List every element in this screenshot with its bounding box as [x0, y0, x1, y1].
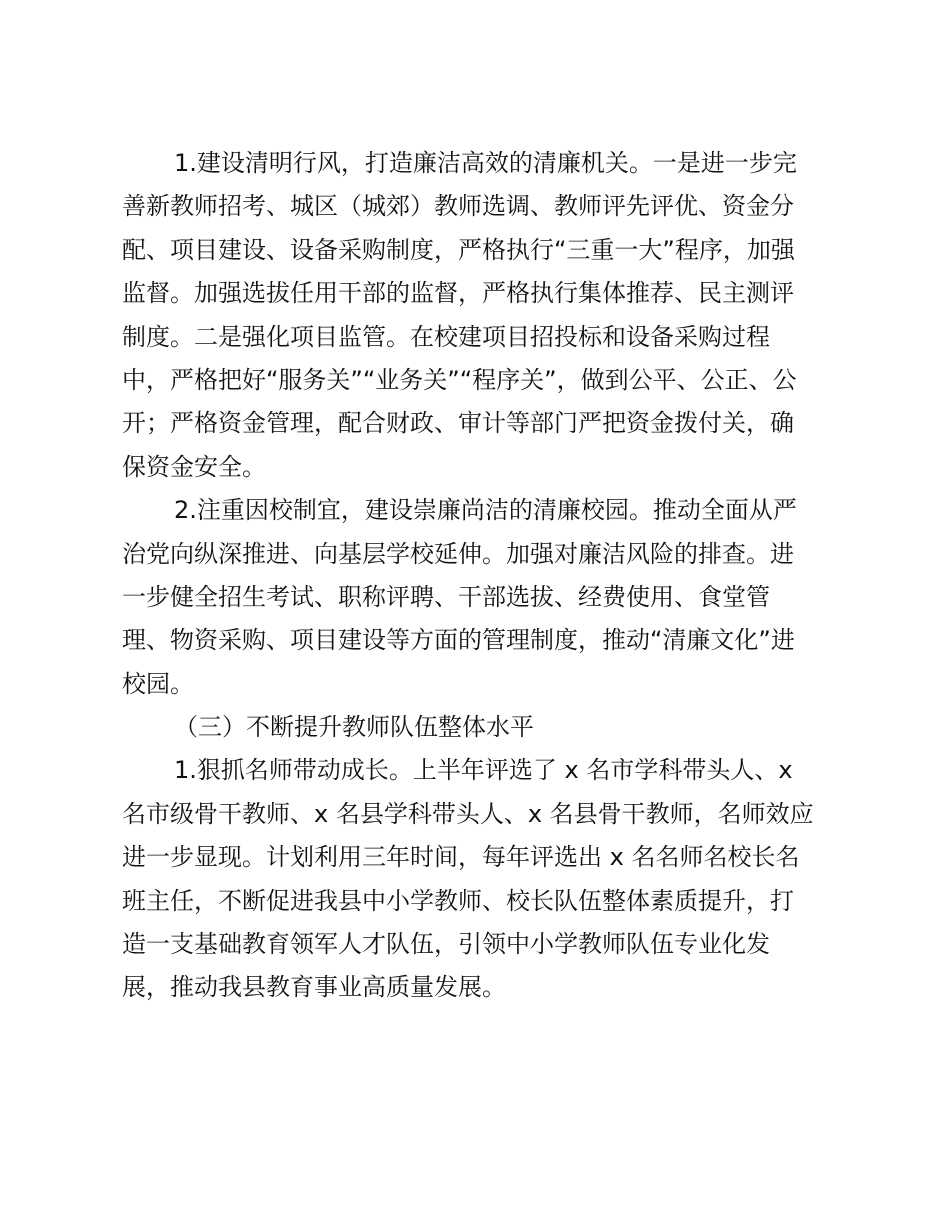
- text-line: 造一支基础教育领军人才队伍，引领中小学教师队伍专业化发: [122, 930, 770, 959]
- text-line: 1.建设清明行风，打造廉洁高效的清廉机关。一是进一步完: [174, 149, 797, 177]
- text-line: 善新教师招考、城区（城郊）教师选调、教师评先评优、资金分: [122, 192, 794, 221]
- text-line: 监督。加强选拔任用干部的监督，严格执行集体推荐、民主测评: [122, 279, 794, 308]
- text-line: 展，推动我县教育事业高质量发展。: [122, 973, 506, 1002]
- text-line: 保资金安全。: [122, 452, 266, 481]
- text-line: 名市级骨干教师、x 名县学科带头人、x 名县骨干教师，名师效应: [122, 799, 814, 828]
- text-line: 校园。: [122, 669, 194, 698]
- text-line: 制度。二是强化项目监管。在校建项目招投标和设备采购过程: [122, 322, 770, 351]
- text-line: 配、项目建设、设备采购制度，严格执行“三重一大”程序，加强: [122, 235, 795, 264]
- text-line: 一步健全招生考试、职称评聘、干部选拔、经费使用、食堂管: [122, 582, 770, 611]
- text-line: 进一步显现。计划利用三年时间，每年评选出 x 名名师名校长名: [122, 843, 800, 872]
- text-line: 1.狠抓名师带动成长。上半年评选了 x 名市学科带头人、x: [174, 756, 793, 785]
- text-line: 2.注重因校制宜，建设崇廉尚洁的清廉校园。推动全面从严: [174, 496, 797, 525]
- text-line: 班主任，不断促进我县中小学教师、校长队伍整体素质提升，打: [122, 886, 794, 915]
- section-heading: （三）不断提升教师队伍整体水平: [174, 713, 534, 742]
- text-line: 理、物资采购、项目建设等方面的管理制度，推动“清廉文化”进: [122, 626, 795, 655]
- document-body: [122, 142, 834, 1010]
- text-line: 开；严格资金管理，配合财政、审计等部门严把资金拨付关，确: [122, 409, 794, 438]
- text-line: 治党向纵深推进、向基层学校延伸。加强对廉洁风险的排查。进: [122, 539, 794, 568]
- text-line: 中，严格把好“服务关”“业务关”“程序关”，做到公平、公正、公: [122, 365, 797, 394]
